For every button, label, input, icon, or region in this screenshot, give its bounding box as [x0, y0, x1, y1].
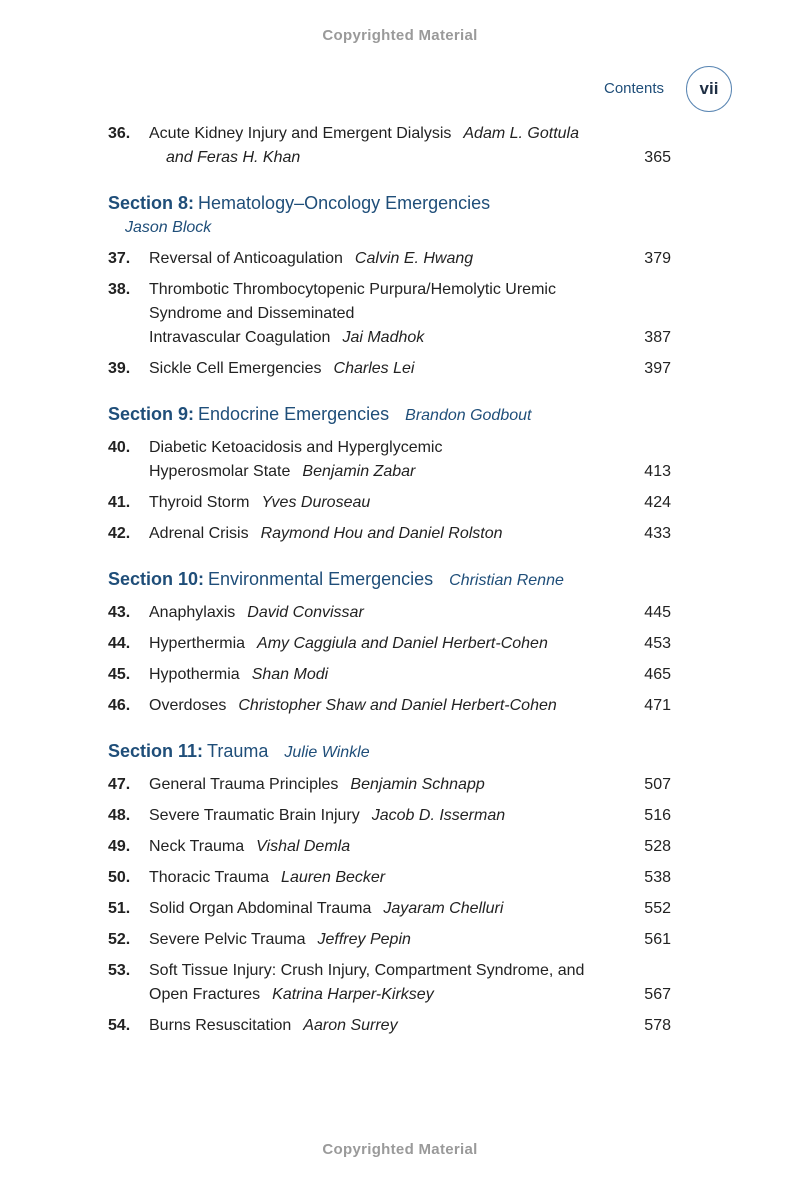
copyright-watermark-bottom: Copyrighted Material: [322, 1141, 478, 1158]
chapter-title-line: Diabetic Ketoacidosis and Hyperglycemic: [149, 439, 443, 456]
chapter-author: David Convissar: [247, 604, 364, 621]
running-head: Contents: [604, 80, 665, 97]
chapter-number: 37.: [108, 250, 131, 267]
page-ref: 379: [644, 250, 671, 267]
chapter-number: 47.: [108, 776, 131, 793]
toc-entry[interactable]: [108, 357, 673, 381]
toc-entry[interactable]: [108, 804, 673, 828]
toc-entry[interactable]: [108, 601, 673, 625]
toc-entry[interactable]: [108, 866, 673, 890]
chapter-number: 48.: [108, 807, 131, 824]
toc-entry[interactable]: [108, 436, 673, 484]
section-title: Endocrine Emergencies: [198, 404, 390, 424]
page-ref: 424: [644, 494, 671, 511]
section-editor: Jason Block: [125, 219, 212, 236]
chapter-number: 51.: [108, 900, 131, 917]
chapter-title: General Trauma Principles: [149, 776, 339, 793]
page-ref: 578: [644, 1017, 671, 1034]
chapter-number: 40.: [108, 439, 131, 456]
chapter-title: Acute Kidney Injury and Emergent Dialysis: [149, 125, 452, 142]
section-editor: Christian Renne: [449, 572, 564, 589]
chapter-title: Sickle Cell Emergencies: [149, 360, 322, 377]
chapter-title-line: Open Fractures: [149, 986, 261, 1003]
chapter-author: Jai Madhok: [342, 329, 425, 346]
chapter-author: Vishal Demla: [256, 838, 351, 855]
toc-entry[interactable]: [108, 1014, 673, 1038]
chapter-number: 49.: [108, 838, 131, 855]
section-label: Section 8:: [108, 193, 195, 213]
toc-entry[interactable]: [108, 694, 673, 718]
chapter-number: 52.: [108, 931, 131, 948]
chapter-author: Jayaram Chelluri: [383, 900, 504, 917]
chapter-title: Solid Organ Abdominal Trauma: [149, 900, 372, 917]
chapter-number: 38.: [108, 281, 131, 298]
chapter-title-line: Soft Tissue Injury: Crush Injury, Compartment Syndrome, and: [149, 962, 585, 979]
toc-entry[interactable]: [108, 491, 673, 515]
section-editor: Brandon Godbout: [405, 407, 532, 424]
chapter-author: Lauren Becker: [281, 869, 386, 886]
chapter-title: Anaphylaxis: [149, 604, 236, 621]
toc-entry[interactable]: [108, 959, 673, 1007]
chapter-number: 45.: [108, 666, 131, 683]
page-number: vii: [699, 79, 719, 98]
chapter-author: Adam L. Gottula: [463, 125, 579, 142]
toc-entry[interactable]: [108, 835, 673, 859]
page-ref: 552: [644, 900, 671, 917]
page-ref: 465: [644, 666, 671, 683]
chapter-number: 43.: [108, 604, 131, 621]
page-ref: 528: [644, 838, 671, 855]
chapter-author: Aaron Surrey: [303, 1017, 398, 1034]
toc-entry[interactable]: [108, 278, 673, 350]
page-ref: 567: [644, 986, 671, 1003]
chapter-number: 42.: [108, 525, 131, 542]
section-title: Environmental Emergencies: [208, 569, 434, 589]
chapter-title: Thyroid Storm: [149, 494, 250, 511]
chapter-author: Benjamin Zabar: [302, 463, 416, 480]
table-of-contents: [108, 122, 673, 1045]
chapter-author: Katrina Harper-Kirksey: [272, 986, 434, 1003]
chapter-number: 53.: [108, 962, 131, 979]
chapter-number: 54.: [108, 1017, 131, 1034]
chapter-title-line: Syndrome and Disseminated: [149, 305, 355, 322]
chapter-title: Severe Pelvic Trauma: [149, 931, 306, 948]
chapter-title-line: Intravascular Coagulation: [149, 329, 331, 346]
toc-entry[interactable]: [108, 897, 673, 921]
page-ref: 397: [644, 360, 671, 377]
toc-entry[interactable]: [108, 122, 673, 170]
chapter-number: 46.: [108, 697, 131, 714]
copyright-watermark-top: Copyrighted Material: [322, 27, 478, 44]
chapter-title: Severe Traumatic Brain Injury: [149, 807, 360, 824]
page-ref: 413: [644, 463, 671, 480]
section-label: Section 11:: [108, 741, 204, 761]
page-ref: 387: [644, 329, 671, 346]
toc-entry[interactable]: [108, 247, 673, 271]
chapter-author: Shan Modi: [251, 666, 329, 683]
section-editor: Julie Winkle: [284, 744, 370, 761]
chapter-number: 41.: [108, 494, 131, 511]
section-heading-10: [108, 566, 673, 594]
section-title: Trauma: [207, 741, 269, 761]
chapter-number: 39.: [108, 360, 131, 377]
chapter-author: Benjamin Schnapp: [350, 776, 485, 793]
page-ref: 433: [644, 525, 671, 542]
chapter-title: Reversal of Anticoagulation: [149, 250, 343, 267]
page-ref: 538: [644, 869, 671, 886]
chapter-title: Overdoses: [149, 697, 227, 714]
chapter-number: 44.: [108, 635, 131, 652]
chapter-number: 50.: [108, 869, 131, 886]
page-ref: 561: [644, 931, 671, 948]
page-ref: 445: [644, 604, 671, 621]
section-label: Section 10:: [108, 569, 205, 589]
page-ref: 516: [644, 807, 671, 824]
section-label: Section 9:: [108, 404, 195, 424]
page-number-badge: [686, 66, 732, 112]
chapter-title: Adrenal Crisis: [149, 525, 249, 542]
section-heading-11: [108, 738, 673, 766]
chapter-author: Yves Duroseau: [261, 494, 371, 511]
chapter-title-line: Thrombotic Thrombocytopenic Purpura/Hemolytic Uremic: [149, 281, 556, 298]
chapter-number: 36.: [108, 125, 131, 142]
chapter-title: Hypothermia: [149, 666, 240, 683]
toc-entry[interactable]: [108, 522, 673, 546]
chapter-title: Hyperthermia: [149, 635, 246, 652]
chapter-author: Raymond Hou and Daniel Rolston: [260, 525, 503, 542]
page-ref: 365: [644, 149, 671, 166]
chapter-author-continued: and Feras H. Khan: [166, 149, 301, 166]
chapter-author: Christopher Shaw and Daniel Herbert-Cohen: [238, 697, 557, 714]
chapter-author: Calvin E. Hwang: [354, 250, 474, 267]
chapter-author: Charles Lei: [333, 360, 415, 377]
toc-entry[interactable]: [108, 928, 673, 952]
page-ref: 453: [644, 635, 671, 652]
section-heading-8: [108, 190, 673, 240]
chapter-title-line: Hyperosmolar State: [149, 463, 291, 480]
section-title: Hematology–Oncology Emergencies: [198, 193, 491, 213]
chapter-author: Amy Caggiula and Daniel Herbert-Cohen: [257, 635, 548, 652]
chapter-author: Jacob D. Isserman: [371, 807, 506, 824]
page-ref: 507: [644, 776, 671, 793]
section-heading-9: [108, 401, 673, 429]
chapter-title: Burns Resuscitation: [149, 1017, 292, 1034]
page-ref: 471: [644, 697, 671, 714]
chapter-author: Jeffrey Pepin: [317, 931, 411, 948]
chapter-title: Thoracic Trauma: [149, 869, 270, 886]
toc-entry[interactable]: [108, 632, 673, 656]
toc-entry[interactable]: [108, 663, 673, 687]
toc-entry[interactable]: [108, 773, 673, 797]
chapter-title: Neck Trauma: [149, 838, 245, 855]
